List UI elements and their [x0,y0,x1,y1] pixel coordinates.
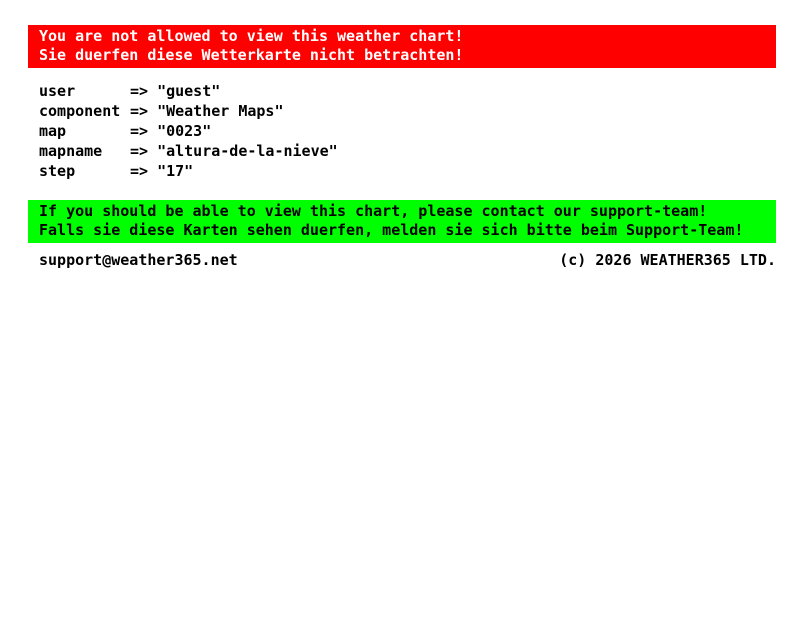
param-key: user [39,82,76,100]
param-key: component [39,102,121,120]
param-key: mapname [39,142,103,160]
param-arrow: => [130,142,149,160]
param-row-user [39,81,776,101]
error-banner [28,25,776,68]
request-params-list [39,81,776,181]
param-row-mapname [39,141,776,161]
param-arrow: => [130,82,149,100]
support-email: support@weather365.net [39,251,238,269]
param-arrow: => [130,162,149,180]
param-value: "17" [157,162,194,180]
page-content [28,25,776,268]
param-row-step [39,161,776,181]
copyright-notice: (c) 2026 WEATHER365 LTD. [559,251,776,269]
param-value: "altura-de-la-nieve" [157,142,338,160]
info-banner [28,200,776,243]
param-value: "Weather Maps" [157,102,284,120]
param-key: step [39,162,76,180]
param-row-map [39,121,776,141]
footer [39,252,776,268]
param-row-component [39,101,776,121]
param-value: "guest" [157,82,221,100]
param-arrow: => [130,102,149,120]
info-banner-line-de: Falls sie diese Karten sehen duerfen, melden sie sich bitte beim Support-Team! [39,221,744,239]
error-banner-line-en: You are not allowed to view this weather chart! [39,27,464,45]
param-value: "0023" [157,122,212,140]
error-banner-line-de: Sie duerfen diese Wetterkarte nicht betrachten! [39,46,464,64]
param-key: map [39,122,67,140]
info-banner-line-en: If you should be able to view this chart, please contact our support-team! [39,202,708,220]
param-arrow: => [130,122,149,140]
